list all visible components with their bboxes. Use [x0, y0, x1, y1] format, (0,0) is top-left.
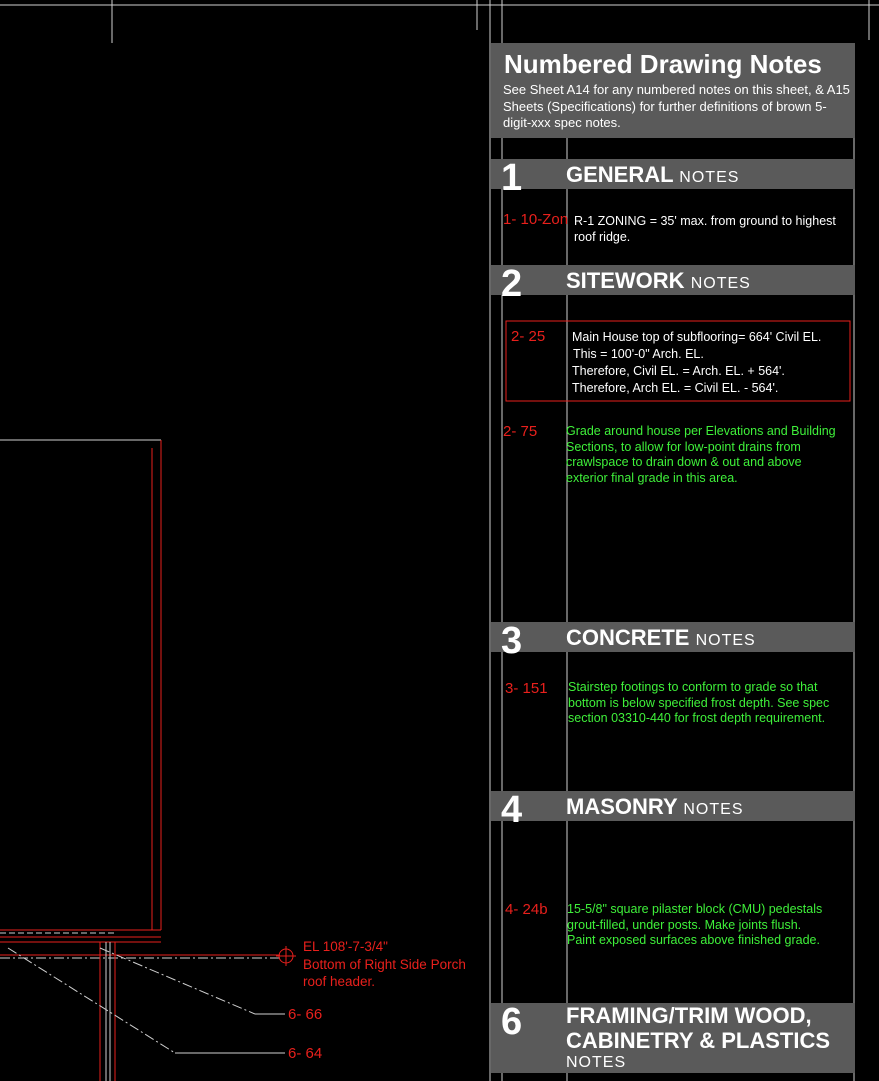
section-header-framing [491, 1003, 855, 1073]
note-ref: 1- 10-Zon [503, 211, 569, 228]
note-ref: 3- 151 [505, 680, 548, 697]
section-number: 6 [501, 1001, 523, 1043]
elevation-label: EL 108'-7-3/4" [303, 939, 388, 954]
notes-title: Numbered Drawing Notes [504, 49, 822, 79]
notes-title-box [491, 43, 855, 138]
callout-label: 6- 64 [288, 1045, 323, 1062]
note-ref: 4- 24b [505, 901, 548, 918]
notes-subtitle: See Sheet A14 for any numbered notes on this sheet, & A15 Sheets (Specifications) for further definitions of brown 5-digit-xxx spec notes. [503, 82, 850, 130]
note-text: Grade around house per Elevations and Building Sections, to allow for low-point drains from crawlspace to drain down & out and above exterior final grade in this area. [566, 424, 836, 485]
section-name: MASONRY NOTES [566, 794, 744, 819]
section-name: FRAMING/TRIM WOOD, CABINETRY & PLASTICS NOTES [566, 1003, 831, 1071]
section-number: 2 [501, 263, 523, 305]
note-ref: 2- 25 [511, 328, 546, 345]
elevation-description: Bottom of Right Side Porch roof header. [303, 957, 466, 989]
note-text: R-1 ZONING = 35' max. from ground to highest roof ridge. [574, 214, 836, 244]
note-text: 15-5/8" square pilaster block (CMU) pedestals grout-filled, under posts. Make joints flush. Paint exposed surfaces above finished grade. [567, 902, 823, 947]
note-ref: 2- 75 [503, 423, 538, 440]
section-header-masonry [491, 789, 855, 831]
section-number: 4 [501, 789, 523, 831]
section-name: CONCRETE NOTES [566, 625, 756, 650]
note-text: Stairstep footings to conform to grade so that bottom is below specified frost depth. See spec section 03310-440 for frost depth requirement. [568, 680, 830, 725]
section-name: GENERAL NOTES [566, 162, 740, 187]
section-header-general [491, 157, 855, 199]
section-number: 3 [501, 620, 523, 662]
note-text: Main House top of subflooring= 664' Civil EL. This = 100'-0" Arch. EL. Therefore, Civil EL. = Arch. EL. + 564'. Therefore, Arch EL. = Civil EL. - 564'. [572, 330, 822, 395]
section-header-sitework [491, 263, 855, 305]
section-name: SITEWORK NOTES [566, 268, 751, 293]
section-number: 1 [501, 157, 523, 199]
callout-label: 6- 66 [288, 1006, 323, 1023]
section-header-concrete [491, 620, 855, 662]
